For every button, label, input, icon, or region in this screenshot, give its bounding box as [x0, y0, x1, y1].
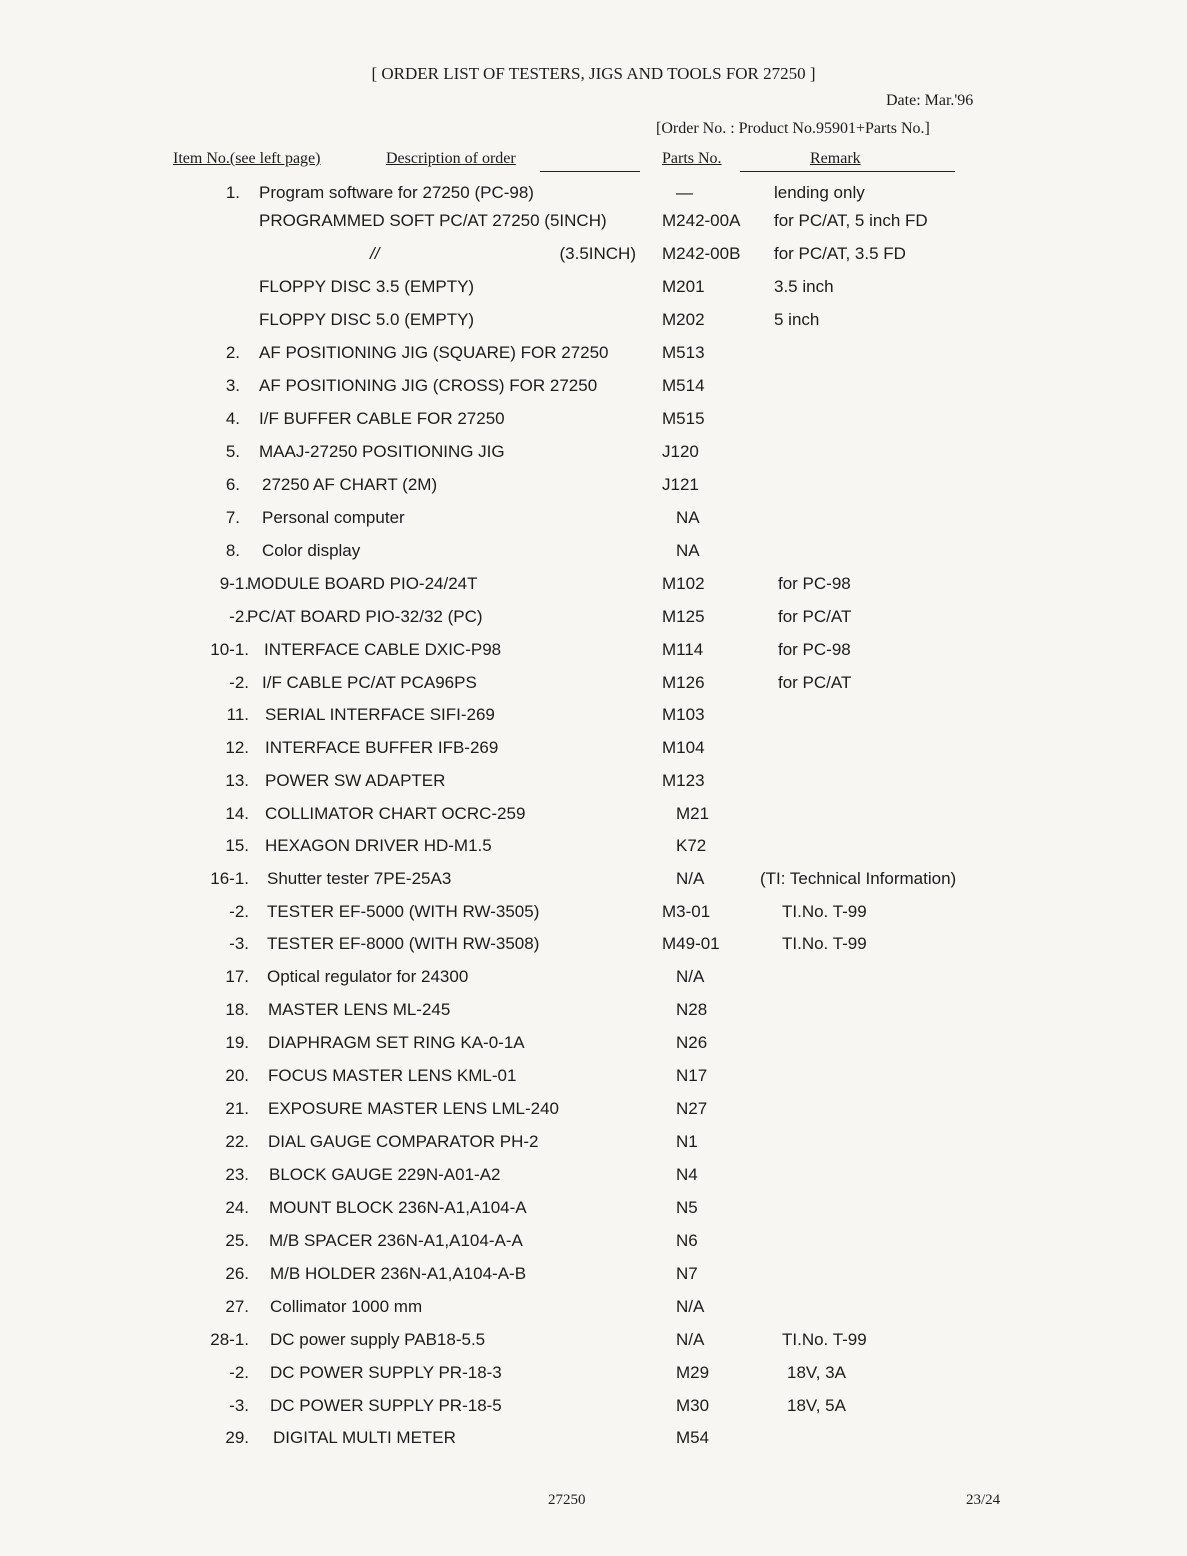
- list-item: [0, 930, 1187, 960]
- list-item: [0, 963, 1187, 993]
- list-item: [0, 438, 1187, 468]
- parts-number: M513: [662, 343, 705, 362]
- item-number: 5.: [225, 442, 240, 461]
- list-item: [0, 1161, 1187, 1191]
- parts-number: J120: [662, 442, 699, 461]
- item-description: DC POWER SUPPLY PR-18-5: [270, 1396, 502, 1415]
- item-remark: 18V, 3A: [787, 1363, 846, 1382]
- item-description: BLOCK GAUGE 229N-A01-A2: [269, 1165, 501, 1184]
- item-number: 13.: [225, 771, 249, 790]
- item-number: 7.: [225, 508, 240, 527]
- list-item: [0, 701, 1187, 731]
- list-item: [0, 570, 1187, 600]
- parts-number: M103: [662, 705, 705, 724]
- item-description: MOUNT BLOCK 236N-A1,A104-A: [269, 1198, 527, 1217]
- item-number: 2.: [225, 343, 240, 362]
- header-rule: [740, 171, 955, 172]
- list-item: [0, 1424, 1187, 1454]
- item-description: M/B SPACER 236N-A1,A104-A-A: [269, 1231, 523, 1250]
- item-description: AF POSITIONING JIG (SQUARE) FOR 27250: [259, 343, 609, 362]
- list-item: [0, 339, 1187, 369]
- item-remark: TI.No. T-99: [782, 934, 867, 953]
- item-description: TESTER EF-8000 (WITH RW-3508): [267, 934, 540, 953]
- header-parts-no: Parts No.: [662, 150, 722, 167]
- item-description: INTERFACE BUFFER IFB-269: [265, 738, 499, 757]
- item-description: Optical regulator for 24300: [267, 967, 469, 986]
- list-item: [0, 1359, 1187, 1389]
- list-item: [0, 832, 1187, 862]
- item-description: HEXAGON DRIVER HD-M1.5: [265, 836, 492, 855]
- item-remark: TI.No. T-99: [782, 902, 867, 921]
- list-item: [0, 1260, 1187, 1290]
- item-number: 16-1.: [210, 869, 249, 888]
- parts-number: M515: [662, 409, 705, 428]
- item-remark: for PC/AT, 5 inch FD: [774, 211, 928, 230]
- item-description-variant: (3.5INCH): [559, 244, 636, 263]
- item-description: M/B HOLDER 236N-A1,A104-A-B: [270, 1264, 527, 1283]
- parts-number: M104: [662, 738, 705, 757]
- order-note: [Order No. : Product No.95901+Parts No.]: [656, 120, 930, 137]
- item-number: 1.: [225, 183, 240, 202]
- item-description: PC/AT BOARD PIO-32/32 (PC): [247, 607, 483, 626]
- item-number: 4.: [225, 409, 240, 428]
- header-rule: [540, 171, 640, 172]
- item-number: 15.: [225, 836, 249, 855]
- list-item: [0, 636, 1187, 666]
- list-item: [0, 471, 1187, 501]
- parts-number: K72: [676, 836, 707, 855]
- page-title: [ ORDER LIST OF TESTERS, JIGS AND TOOLS FOR 27250 ]: [371, 64, 816, 83]
- parts-number: J121: [662, 475, 699, 494]
- ditto-mark: //: [370, 244, 380, 263]
- item-number: -2.: [229, 902, 249, 921]
- item-number: -2.: [229, 673, 249, 692]
- parts-number: NA: [676, 508, 700, 527]
- parts-number: M242-00B: [662, 244, 741, 263]
- header-item-no: Item No.(see left page): [173, 150, 321, 167]
- item-remark: for PC/AT: [778, 607, 852, 626]
- item-description: TESTER EF-5000 (WITH RW-3505): [267, 902, 540, 921]
- item-description: Program software for 27250 (PC-98): [259, 183, 534, 202]
- list-item: [0, 537, 1187, 567]
- list-item: [0, 1095, 1187, 1125]
- parts-number: N17: [676, 1066, 708, 1085]
- doc-number: 27250: [548, 1492, 586, 1508]
- item-number: 3.: [225, 376, 240, 395]
- item-remark: 18V, 5A: [787, 1396, 846, 1415]
- parts-number: M202: [662, 310, 705, 329]
- list-item: [0, 306, 1187, 336]
- item-number: 27.: [225, 1297, 249, 1316]
- parts-number: N/A: [676, 967, 705, 986]
- list-item: [0, 1293, 1187, 1323]
- item-remark: 5 inch: [774, 310, 820, 329]
- parts-number: M201: [662, 277, 705, 296]
- item-remark: lending only: [774, 183, 865, 202]
- item-remark: for PC-98: [778, 640, 851, 659]
- item-description: Shutter tester 7PE-25A3: [267, 869, 452, 888]
- item-number: 12.: [225, 738, 249, 757]
- list-item: [0, 405, 1187, 435]
- header-remark: Remark: [810, 150, 861, 167]
- list-item: [0, 1392, 1187, 1422]
- parts-number: M102: [662, 574, 705, 593]
- parts-number: M242-00A: [662, 211, 741, 230]
- list-item: [0, 898, 1187, 928]
- parts-number: N7: [676, 1264, 698, 1283]
- parts-number: N/A: [676, 869, 705, 888]
- item-number: -2.: [229, 607, 249, 626]
- item-remark: for PC/AT: [778, 673, 852, 692]
- item-remark: for PC/AT, 3.5 FD: [774, 244, 906, 263]
- item-description: I/F CABLE PC/AT PCA96PS: [262, 673, 477, 692]
- item-description: COLLIMATOR CHART OCRC-259: [265, 804, 526, 823]
- list-item: [0, 767, 1187, 797]
- parts-number: N5: [676, 1198, 698, 1217]
- item-number: 18.: [225, 1000, 249, 1019]
- item-number: 24.: [225, 1198, 249, 1217]
- date: Date: Mar.'96: [886, 92, 974, 109]
- item-number: 10-1.: [210, 640, 249, 659]
- list-item: [0, 1062, 1187, 1092]
- item-description: AF POSITIONING JIG (CROSS) FOR 27250: [259, 376, 598, 395]
- parts-number: NA: [676, 541, 700, 560]
- item-description: DIGITAL MULTI METER: [273, 1428, 456, 1447]
- item-description: FLOPPY DISC 3.5 (EMPTY): [259, 277, 475, 296]
- item-number: 9-1.: [219, 574, 249, 593]
- list-item: [0, 207, 1187, 237]
- list-item: [0, 179, 1187, 209]
- item-description: Personal computer: [262, 508, 405, 527]
- list-item: [0, 504, 1187, 534]
- parts-number: M29: [676, 1363, 710, 1382]
- item-description: DIAPHRAGM SET RING KA-0-1A: [268, 1033, 525, 1052]
- item-number: 19.: [225, 1033, 249, 1052]
- parts-number: M54: [676, 1428, 710, 1447]
- parts-number: M49-01: [662, 934, 720, 953]
- item-number: 8.: [225, 541, 240, 560]
- list-item: [0, 669, 1187, 699]
- item-number: 6.: [225, 475, 240, 494]
- item-description: FLOPPY DISC 5.0 (EMPTY): [259, 310, 475, 329]
- item-number: -3.: [229, 934, 249, 953]
- parts-number: N6: [676, 1231, 698, 1250]
- item-number: 23.: [225, 1165, 249, 1184]
- list-item: [0, 1029, 1187, 1059]
- list-item: [0, 603, 1187, 633]
- item-number: -3.: [229, 1396, 249, 1415]
- item-description: I/F BUFFER CABLE FOR 27250: [259, 409, 505, 428]
- item-description: FOCUS MASTER LENS KML-01: [268, 1066, 517, 1085]
- list-item: [0, 800, 1187, 830]
- item-description: MODULE BOARD PIO-24/24T: [247, 574, 478, 593]
- list-item: [0, 273, 1187, 303]
- parts-number: N4: [676, 1165, 698, 1184]
- parts-number: M123: [662, 771, 705, 790]
- item-description: DC power supply PAB18-5.5: [270, 1330, 486, 1349]
- item-description: POWER SW ADAPTER: [265, 771, 446, 790]
- item-description: DC POWER SUPPLY PR-18-3: [270, 1363, 502, 1382]
- item-number: 28-1.: [210, 1330, 249, 1349]
- item-number: 29.: [225, 1428, 249, 1447]
- parts-number: M30: [676, 1396, 710, 1415]
- parts-number: N/A: [676, 1297, 705, 1316]
- list-item: [0, 1194, 1187, 1224]
- item-number: -2.: [229, 1363, 249, 1382]
- item-description: Collimator 1000 mm: [270, 1297, 423, 1316]
- item-number: 25.: [225, 1231, 249, 1250]
- item-number: 22.: [225, 1132, 249, 1151]
- header-description: Description of order: [386, 150, 516, 167]
- parts-number: M514: [662, 376, 705, 395]
- list-item: [0, 1326, 1187, 1356]
- parts-number: —: [676, 183, 693, 202]
- parts-number: N1: [676, 1132, 698, 1151]
- list-item: [0, 1128, 1187, 1158]
- parts-number: M21: [676, 804, 710, 823]
- item-description: EXPOSURE MASTER LENS LML-240: [268, 1099, 559, 1118]
- item-description: PROGRAMMED SOFT PC/AT 27250 (5INCH): [259, 211, 607, 230]
- parts-number: M125: [662, 607, 705, 626]
- item-number: 20.: [225, 1066, 249, 1085]
- list-item: [0, 372, 1187, 402]
- item-description: SERIAL INTERFACE SIFI-269: [265, 705, 495, 724]
- item-remark: (TI: Technical Information): [760, 869, 957, 888]
- list-item: [0, 734, 1187, 764]
- list-item: [0, 996, 1187, 1026]
- parts-number: N28: [676, 1000, 708, 1019]
- item-description: DIAL GAUGE COMPARATOR PH-2: [268, 1132, 539, 1151]
- item-number: 17.: [225, 967, 249, 986]
- item-description: MASTER LENS ML-245: [268, 1000, 451, 1019]
- item-description: Color display: [262, 541, 361, 560]
- item-number: 21.: [225, 1099, 249, 1118]
- item-number: 26.: [225, 1264, 249, 1283]
- list-item: [0, 865, 1187, 895]
- parts-number: N26: [676, 1033, 708, 1052]
- list-item: [0, 1227, 1187, 1257]
- item-number: 14.: [225, 804, 249, 823]
- parts-number: N/A: [676, 1330, 705, 1349]
- item-remark: TI.No. T-99: [782, 1330, 867, 1349]
- parts-number: M3-01: [662, 902, 711, 921]
- item-remark: 3.5 inch: [774, 277, 834, 296]
- page-number: 23/24: [966, 1492, 1001, 1508]
- parts-number: N27: [676, 1099, 708, 1118]
- item-description: 27250 AF CHART (2M): [262, 475, 438, 494]
- parts-number: M114: [662, 640, 704, 659]
- parts-number: M126: [662, 673, 705, 692]
- list-item: [0, 240, 1187, 270]
- item-description: MAAJ-27250 POSITIONING JIG: [259, 442, 505, 461]
- item-number: 11.: [226, 705, 249, 724]
- item-description: INTERFACE CABLE DXIC-P98: [264, 640, 502, 659]
- item-remark: for PC-98: [778, 574, 851, 593]
